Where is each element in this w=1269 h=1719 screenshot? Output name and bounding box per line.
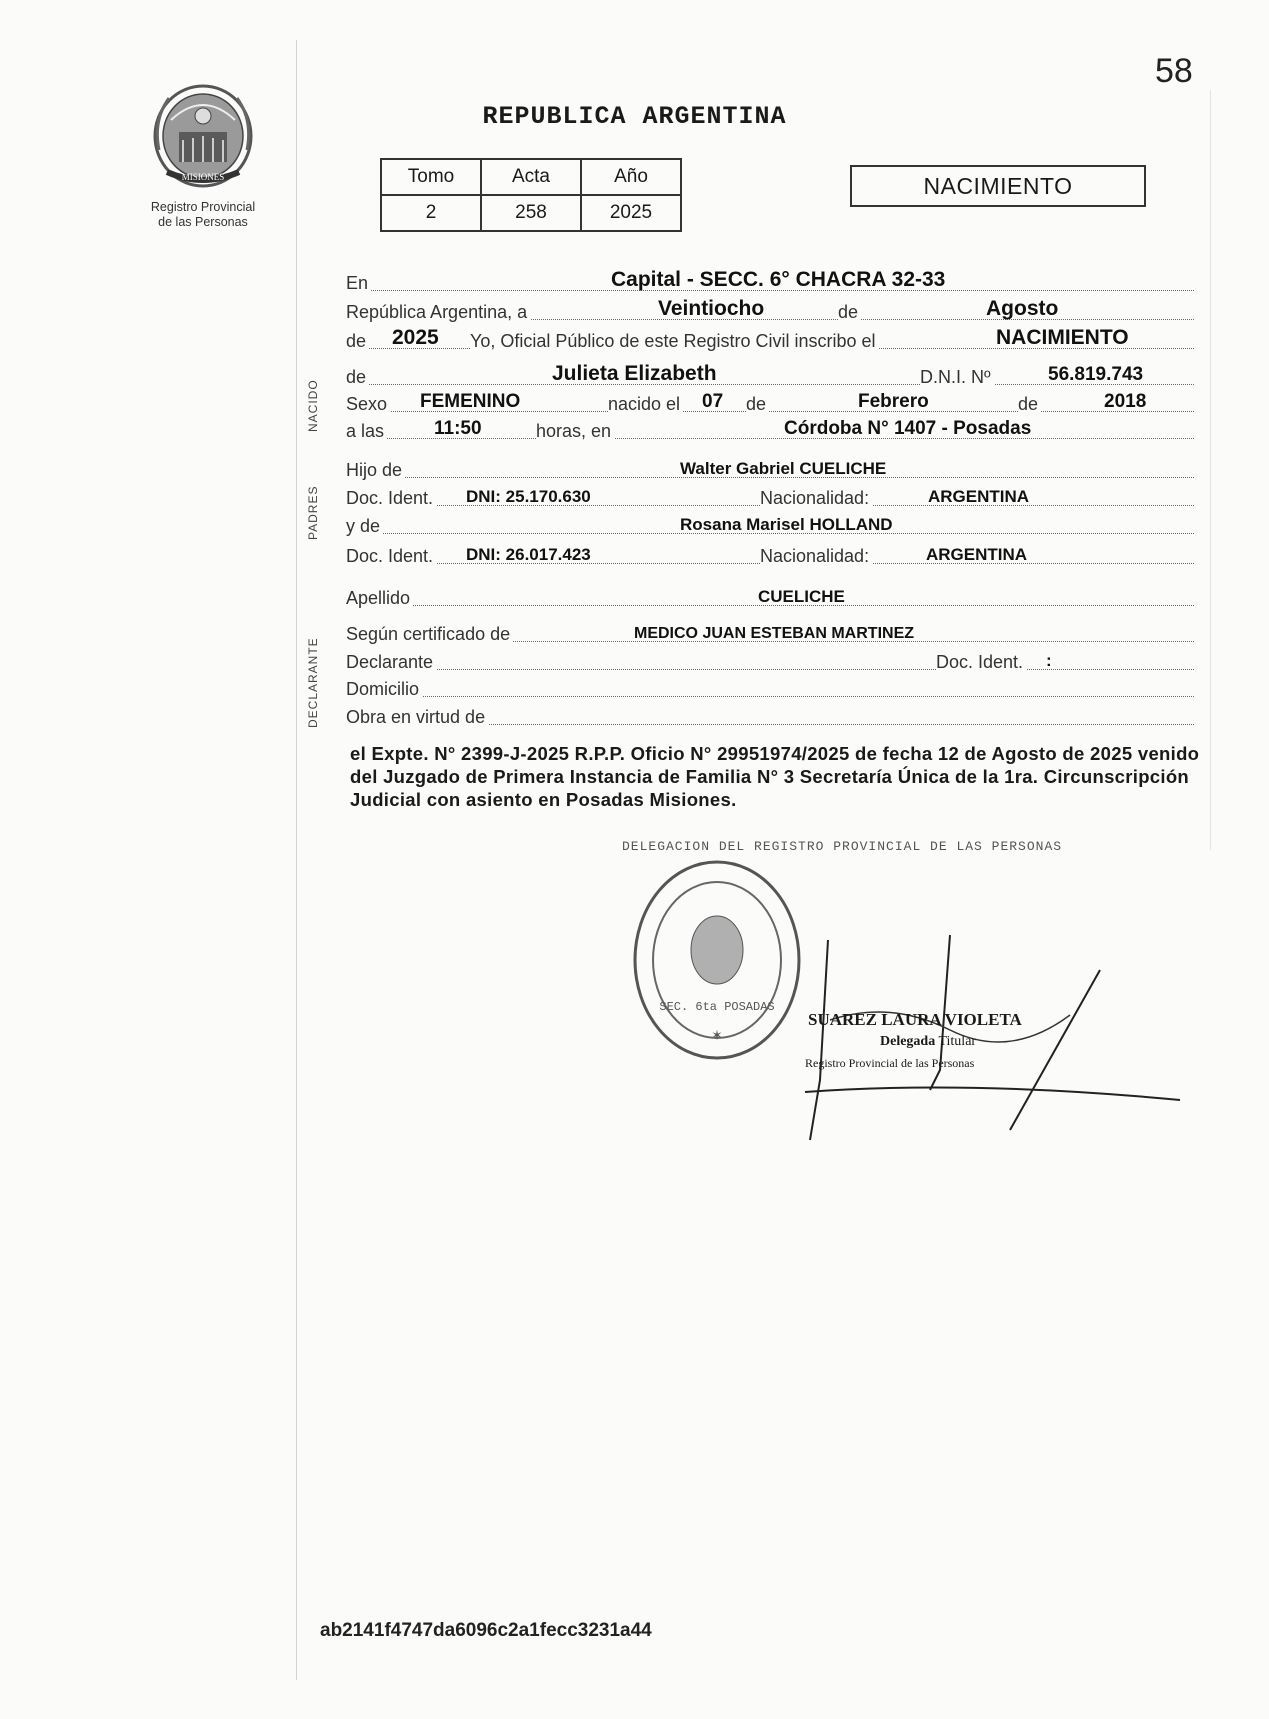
row-obra-virtud [346, 702, 1194, 725]
section-nacido: NACIDO [306, 379, 320, 432]
row-domicilio [346, 674, 1194, 697]
section-declarante: DECLARANTE [306, 637, 320, 728]
value-sexo: FEMENINO [420, 391, 521, 412]
label-doc-ident-decl: Doc. Ident. [936, 652, 1026, 673]
row-padre-doc [346, 483, 1194, 506]
label-segun-certificado: Según certificado de [346, 624, 513, 645]
value-mes: Agosto [986, 297, 1059, 320]
value-lugar: Capital - SECC. 6° CHACRA 32-33 [611, 268, 946, 291]
value-hora: 11:50 [434, 418, 482, 439]
header-anio: Año [581, 159, 681, 195]
signatory-role-rest: Titular [938, 1034, 977, 1049]
registry-table [380, 158, 682, 232]
registry-table-value-row [381, 195, 681, 231]
signature-scribble [770, 930, 1190, 1160]
value-acta: 258 [481, 195, 581, 231]
value-padre: Walter Gabriel CUELICHE [680, 459, 887, 478]
header-tomo: Tomo [381, 159, 481, 195]
label-nacido-el: nacido el [608, 394, 683, 415]
margin-line [296, 40, 297, 1680]
row-nombre [346, 362, 1194, 385]
label-y-de: y de [346, 516, 383, 537]
label-republica: República Argentina, a [346, 302, 530, 323]
value-madre-doc: DNI: 26.017.423 [466, 545, 591, 564]
label-de2: de [346, 331, 369, 352]
value-nac-mes: Febrero [858, 391, 929, 412]
header-acta: Acta [481, 159, 581, 195]
label-a-las: a las [346, 421, 387, 442]
value-nombre: Julieta Elizabeth [552, 362, 717, 385]
stamp-coat-of-arms-icon [691, 916, 743, 984]
row-certificado [346, 619, 1194, 642]
emblem-caption-line2: de las Personas [158, 215, 248, 229]
provincial-coat-of-arms-icon [149, 80, 257, 192]
value-lugar-nac: Córdoba N° 1407 - Posadas [784, 418, 1032, 439]
stamp-star-icon: ✶ [711, 1027, 723, 1043]
row-declarante [346, 647, 1194, 670]
value-certificado: MEDICO JUAN ESTEBAN MARTINEZ [634, 625, 915, 642]
value-decl-doc: : [1046, 651, 1052, 670]
emblem-caption-line1: Registro Provincial [150, 200, 256, 214]
label-doc-ident-padre: Doc. Ident. [346, 488, 436, 509]
label-de-anio: de [1018, 394, 1041, 415]
label-horas-en: horas, en [536, 421, 614, 442]
stamp-ring-text: DELEGACION DEL REGISTRO PROVINCIAL DE LAS PERSONAS [622, 839, 1063, 854]
value-madre: Rosana Marisel HOLLAND [680, 515, 893, 534]
document-title: REPUBLICA ARGENTINA [482, 102, 787, 131]
value-tomo: 2 [381, 195, 481, 231]
label-obra-en-virtud: Obra en virtud de [346, 707, 488, 728]
value-acto: NACIMIENTO [996, 326, 1129, 349]
value-nac-dia: 07 [702, 391, 724, 412]
row-hora [346, 416, 1194, 439]
page-number: 58 [1155, 52, 1193, 90]
label-sexo: Sexo [346, 394, 390, 415]
registry-table-header-row [381, 159, 681, 195]
value-nac-anio: 2018 [1104, 391, 1147, 412]
label-yo-oficial: Yo, Oficial Público de este Registro Civil inscribo el [470, 331, 879, 352]
observation-text: el Expte. N° 2399-J-2025 R.P.P. Oficio N° 29951974/2025 de fecha 12 de Agosto de 2025 venido del Juzgado de Primera Instancia de Familia N° 3 Secretaría Única de la 1ra. Circunscripción Judicial con asiento en Posadas Misiones. [350, 743, 1200, 810]
signatory-role [880, 1034, 976, 1050]
label-de: de [838, 302, 861, 323]
section-padres: PADRES [306, 485, 320, 540]
emblem-logo-text: MISIONES [181, 172, 225, 182]
label-declarante: Declarante [346, 652, 436, 673]
signatory-role-bold: Delegada [880, 1034, 936, 1049]
value-padre-doc: DNI: 25.170.630 [466, 487, 591, 506]
label-domicilio: Domicilio [346, 679, 422, 700]
label-hijo-de: Hijo de [346, 460, 405, 481]
label-en: En [346, 273, 371, 294]
value-madre-nac: ARGENTINA [926, 545, 1028, 564]
row-madre [346, 511, 1194, 534]
row-lugar [346, 268, 1194, 291]
right-margin-line [1210, 90, 1211, 850]
value-dia: Veintiocho [658, 297, 765, 320]
signatory-registry: Registro Provincial de las Personas [805, 1056, 975, 1070]
stamp-inner-text: SEC. 6ta POSADAS [659, 1000, 775, 1014]
document-hash: ab2141f4747da6096c2a1fecc3231a44 [320, 1620, 652, 1641]
value-anio: 2025 [581, 195, 681, 231]
row-apellido [346, 583, 1194, 606]
value-dni: 56.819.743 [1048, 364, 1144, 385]
label-nacionalidad-madre: Nacionalidad: [760, 546, 872, 567]
row-madre-doc [346, 541, 1194, 564]
row-fecha [346, 297, 1194, 320]
row-inscripcion [346, 326, 1194, 349]
row-padre [346, 455, 1194, 478]
record-type-box: NACIMIENTO [850, 165, 1146, 207]
label-de-nombre: de [346, 367, 369, 388]
value-anio: 2025 [392, 326, 439, 349]
signatory-name: SUAREZ LAURA VIOLETA [808, 1010, 1022, 1029]
label-nacionalidad-padre: Nacionalidad: [760, 488, 872, 509]
value-apellido: CUELICHE [758, 587, 845, 606]
label-doc-ident-madre: Doc. Ident. [346, 546, 436, 567]
label-apellido: Apellido [346, 588, 413, 609]
label-dni: D.N.I. Nº [920, 367, 994, 388]
row-sexo [346, 389, 1194, 412]
label-de-mes: de [746, 394, 769, 415]
value-padre-nac: ARGENTINA [928, 487, 1030, 506]
